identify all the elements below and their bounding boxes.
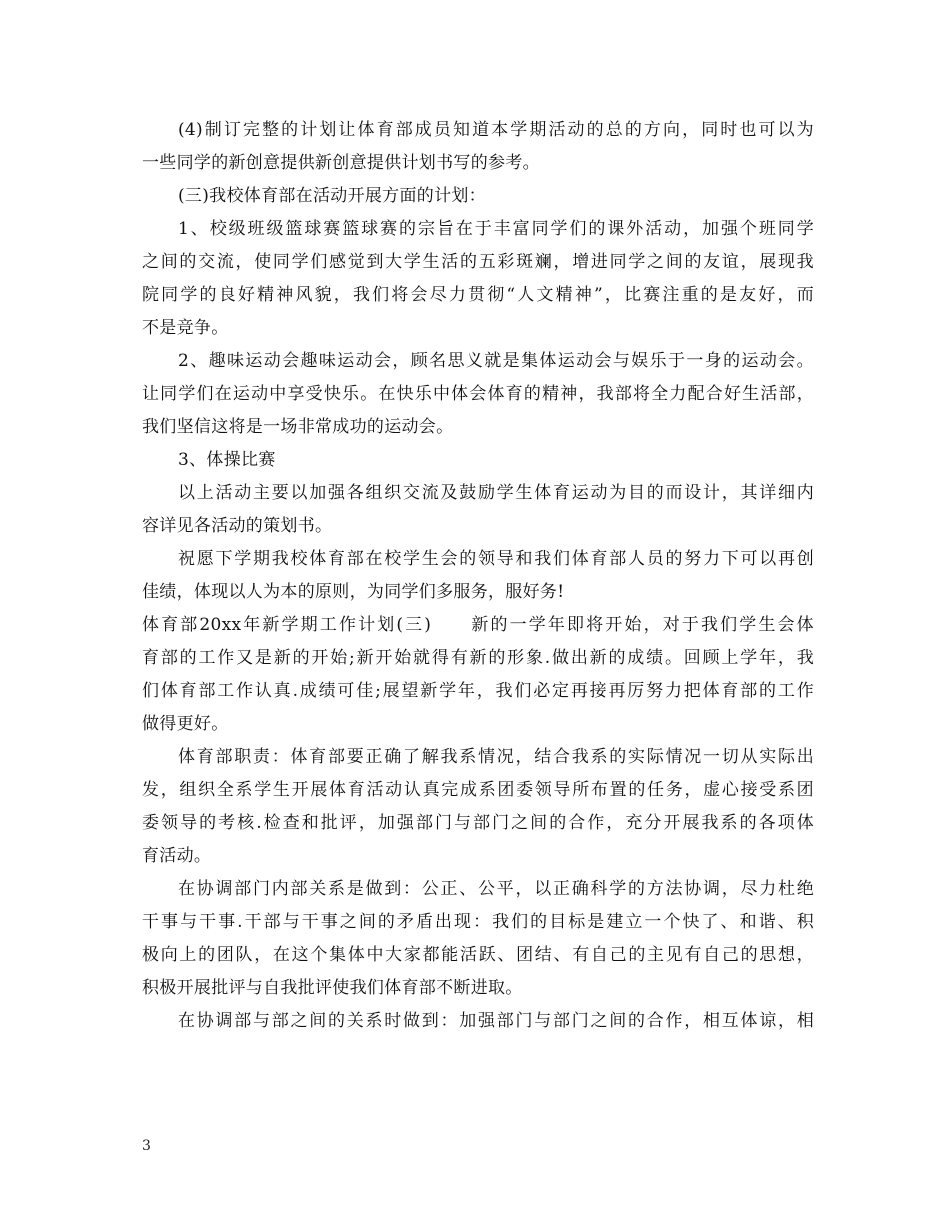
text-line: (4)制订完整的计划让体育部成员知道本学期活动的总的方向，同时也可以为 (178, 120, 814, 140)
text-line: 体育部职责：体育部要正确了解我系情况，结合我系的实际情况一切从实际出 (178, 747, 814, 767)
text-line: 育部的工作又是新的开始;新开始就得有新的形象.做出新的成绩。回顾上学年，我 (142, 648, 814, 668)
text-line: 体育部20xx年新学期工作计划(三) 新的一学年即将开始，对于我们学生会体 (142, 615, 814, 635)
text-line: 1、校级班级篮球赛篮球赛的宗旨在于丰富同学们的课外活动，加强个班同学 (178, 219, 814, 239)
text-line: 委领导的考核.检查和批评，加强部门与部门之间的合作，充分开展我系的各项体 (142, 813, 814, 833)
text-line: 我们坚信这将是一场非常成功的运动会。 (142, 417, 454, 437)
text-line: 干事与干事.干部与干事之间的矛盾出现：我们的目标是建立一个快了、和谐、积 (142, 912, 814, 932)
page-number: 3 (142, 1138, 151, 1154)
text-line: 一些同学的新创意提供新创意提供计划书写的参考。 (142, 153, 540, 173)
text-line: 们体育部工作认真.成绩可佳;展望新学年，我们必定再接再厉努力把体育部的工作 (142, 681, 814, 701)
text-line: 以上活动主要以加强各组织交流及鼓励学生体育运动为目的而设计，其详细内 (178, 483, 814, 503)
text-line: 极向上的团队，在这个集体中大家都能活跃、团结、有自己的主见有自己的思想， (142, 945, 814, 965)
text-line: 在协调部与部之间的关系时做到：加强部门与部门之间的合作，相互体谅，相 (178, 1011, 814, 1031)
text-line: 发，组织全系学生开展体育活动认真完成系团委领导所布置的任务，虚心接受系团 (142, 780, 814, 800)
text-line: 2、趣味运动会趣味运动会，顾名思义就是集体运动会与娱乐于一身的运动会。 (178, 351, 814, 371)
text-line: 不是竞争。 (142, 318, 229, 338)
text-line: 育活动。 (142, 846, 212, 866)
body-text (142, 114, 814, 1038)
text-line: 院同学的良好精神风貌，我们将会尽力贯彻“人文精神”，比赛注重的是友好，而 (142, 285, 814, 305)
text-line: 让同学们在运动中享受快乐。在快乐中体会体育的精神，我部将全力配合好生活部， (142, 384, 814, 404)
text-line: 之间的交流，使同学们感觉到大学生活的五彩斑斓，增进同学之间的友谊，展现我 (142, 252, 814, 272)
text-line: 祝愿下学期我校体育部在校学生会的领导和我们体育部人员的努力下可以再创 (178, 549, 814, 569)
section-heading: (三)我校体育部在活动开展方面的计划： (178, 186, 486, 206)
text-line: 积极开展批评与自我批评使我们体育部不断进取。 (142, 978, 523, 998)
text-line: 3、体操比赛 (178, 450, 276, 470)
text-line: 容详见各活动的策划书。 (142, 516, 333, 536)
text-line: 佳绩，体现以人为本的原则，为同学们多服务，服好务! (142, 582, 565, 602)
text-line: 在协调部门内部关系是做到：公正、公平，以正确科学的方法协调，尽力杜绝 (178, 879, 814, 899)
text-line: 做得更好。 (142, 714, 229, 734)
